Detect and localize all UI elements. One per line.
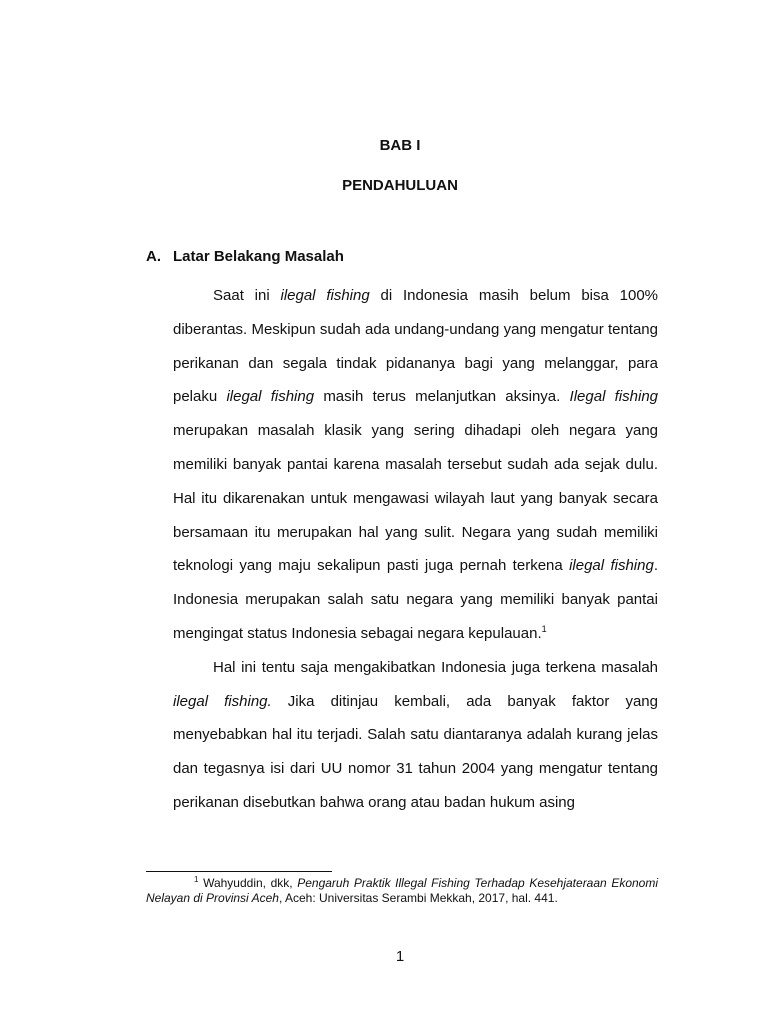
- text-run: Saat ini: [213, 287, 281, 304]
- section-heading: [146, 248, 344, 265]
- italic-term: Ilegal fishing: [569, 388, 659, 406]
- italic-term: ilegal fishing: [569, 557, 654, 575]
- paragraph-1: [173, 279, 658, 651]
- footnote-author: Wahyuddin, dkk,: [198, 876, 298, 890]
- italic-term: ilegal fishing: [226, 388, 315, 406]
- text-run: di Indonesia masih belum bisa 100% diberantas. Meskipun sudah ada undang-undang yang mengatur tentang perikanan dan segala tindak pidananya bagi yang melanggar, para pelaku: [173, 287, 659, 406]
- text-run: merupakan masalah klasik yang sering dihadapi oleh negara yang memiliki banyak pantai karena masalah tersebut sudah ada sejak dulu. Hal itu dikarenakan untuk mengawasi wilayah laut yang banyak secara bersamaan itu merupakan hal yang sulit. Negara yang sudah memiliki teknologi yang maju sekalipun pasti juga pernah terkena: [173, 422, 658, 575]
- section-title: Latar Belakang Masalah: [173, 248, 344, 265]
- footnote-divider: [146, 871, 332, 872]
- footnote-number: 1: [194, 875, 199, 884]
- paragraph-2: [173, 651, 658, 820]
- chapter-title: PENDAHULUAN: [342, 177, 458, 194]
- footnote-title: Pengaruh Praktik Illegal Fishing Terhadap Kesehjateraan Ekonomi Nelayan di Provinsi Aceh: [146, 876, 659, 905]
- footnote-source: , Aceh: Universitas Serambi Mekkah, 2017, hal. 441.: [278, 891, 558, 905]
- chapter-number: BAB I: [379, 137, 421, 154]
- italic-term: ilegal fishing.: [173, 692, 272, 710]
- text-run: masih terus melanjutkan aksinya.: [314, 388, 570, 406]
- page-number: 1: [395, 948, 405, 965]
- text-run: Hal ini tentu saja mengakibatkan Indonesia juga terkena masalah: [213, 658, 658, 676]
- footnote: [146, 876, 658, 906]
- text-run: . Indonesia merupakan salah satu negara yang memiliki banyak pantai mengingat status Indonesia sebagai negara kepulauan.: [173, 557, 658, 642]
- text-run: Jika ditinjau kembali, ada banyak faktor yang menyebabkan hal itu terjadi. Salah satu diantaranya adalah kurang jelas dan tegasnya isi dari UU nomor 31 tahun 2004 yang mengatur tentang perikanan disebutkan bahwa orang atau badan hukum asing: [173, 692, 658, 811]
- italic-term: ilegal fishing: [280, 287, 370, 304]
- section-letter: A.: [146, 248, 161, 265]
- body-text: [173, 279, 658, 820]
- footnote-reference[interactable]: 1: [541, 623, 547, 634]
